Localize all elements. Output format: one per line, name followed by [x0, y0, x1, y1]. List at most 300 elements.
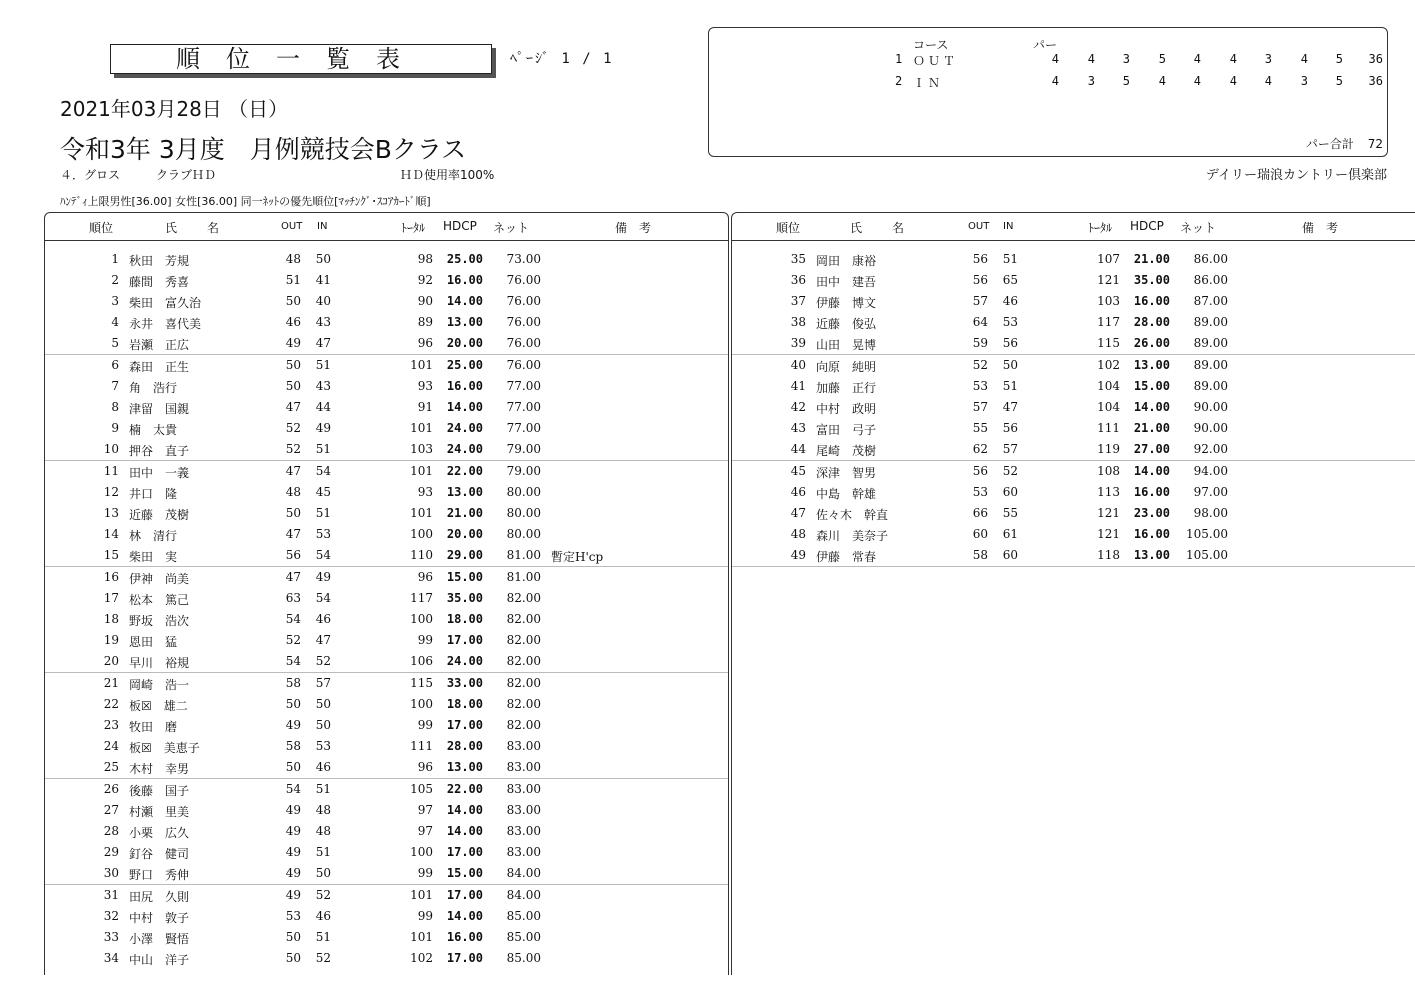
- cell-hdcp: 33.00: [446, 676, 483, 690]
- cell-hdcp: 13.00: [446, 315, 483, 329]
- table-row: [45, 736, 728, 757]
- cell-net: 90.00: [1193, 400, 1228, 414]
- cell-in: 53: [1002, 315, 1018, 329]
- cell-hdcp: 13.00: [1133, 358, 1170, 372]
- cell-net: 83.00: [506, 845, 541, 859]
- cell-out: 63: [285, 591, 301, 605]
- cell-hdcp: 17.00: [446, 951, 483, 965]
- cell-net: 85.00: [506, 909, 541, 923]
- table-row: [45, 673, 728, 694]
- cell-rank: 21: [103, 676, 119, 690]
- table-row: [45, 376, 728, 397]
- cell-in: 57: [315, 676, 331, 690]
- par-course-header: コース: [913, 38, 949, 52]
- cell-out: 50: [285, 358, 301, 372]
- cell-net: 86.00: [1193, 273, 1228, 287]
- cell-total: 101: [410, 506, 433, 520]
- cell-rank: 34: [103, 951, 119, 965]
- cell-total: 97: [417, 824, 433, 838]
- cell-total: 106: [410, 654, 433, 668]
- cell-total: 93: [417, 379, 433, 393]
- table-row: [45, 906, 728, 927]
- cell-in: 65: [1002, 273, 1018, 287]
- cell-out: 57: [972, 400, 988, 414]
- cell-net: 76.00: [506, 358, 541, 372]
- cell-name: 小栗 広久: [129, 826, 190, 840]
- cell-out: 64: [972, 315, 988, 329]
- cell-in: 51: [315, 506, 331, 520]
- cell-hdcp: 16.00: [446, 930, 483, 944]
- cell-rank: 37: [790, 294, 806, 308]
- cell-name: 中村 敦子: [129, 911, 190, 925]
- cell-name: 森田 正生: [129, 360, 190, 374]
- cell-net: 76.00: [506, 315, 541, 329]
- cell-rank: 16: [103, 570, 119, 584]
- cell-name: 田尻 久則: [129, 890, 190, 904]
- cell-in: 53: [315, 527, 331, 541]
- cell-rank: 38: [790, 315, 806, 329]
- cell-hdcp: 20.00: [446, 336, 483, 350]
- table-row: [45, 948, 728, 969]
- cell-out: 46: [285, 315, 301, 329]
- cell-net: 82.00: [506, 591, 541, 605]
- cell-out: 49: [285, 824, 301, 838]
- cell-rank: 27: [103, 803, 119, 817]
- cell-net: 82.00: [506, 697, 541, 711]
- cell-out: 59: [972, 336, 988, 350]
- cell-name: 牧田 磨: [129, 720, 178, 734]
- cell-hdcp: 14.00: [446, 803, 483, 817]
- cell-out: 52: [972, 358, 988, 372]
- table-row: [45, 800, 728, 821]
- cell-out: 58: [285, 739, 301, 753]
- cell-out: 49: [285, 718, 301, 732]
- cell-rank: 26: [103, 782, 119, 796]
- cell-net: 73.00: [506, 252, 541, 266]
- cell-name: 中島 幹雄: [816, 487, 877, 501]
- cell-hdcp: 21.00: [1133, 252, 1170, 266]
- cell-total: 96: [417, 336, 433, 350]
- cell-total: 102: [410, 951, 433, 965]
- cell-in: 52: [315, 654, 331, 668]
- cell-name: 林 清行: [129, 529, 178, 543]
- cell-net: 84.00: [506, 888, 541, 902]
- cell-net: 83.00: [506, 760, 541, 774]
- cell-in: 54: [315, 591, 331, 605]
- cell-rank: 1: [111, 252, 119, 266]
- cell-hdcp: 28.00: [1133, 315, 1170, 329]
- cell-rank: 24: [103, 739, 119, 753]
- cell-hdcp: 26.00: [1133, 336, 1170, 350]
- cell-total: 96: [417, 760, 433, 774]
- cell-in: 50: [315, 252, 331, 266]
- cell-name: 岡田 康裕: [816, 254, 877, 268]
- cell-hdcp: 22.00: [446, 464, 483, 478]
- par-total: [1306, 135, 1383, 152]
- cell-net: 89.00: [1193, 358, 1228, 372]
- cell-rank: 49: [790, 548, 806, 562]
- cell-in: 49: [315, 421, 331, 435]
- table-row: [732, 355, 1415, 376]
- cell-hdcp: 23.00: [1133, 506, 1170, 520]
- cell-out: 53: [972, 485, 988, 499]
- cell-name: 恩田 猛: [129, 635, 178, 649]
- cell-rank: 47: [790, 506, 806, 520]
- cell-in: 46: [1002, 294, 1018, 308]
- cell-net: 94.00: [1193, 464, 1228, 478]
- cell-total: 104: [1097, 379, 1120, 393]
- cell-in: 57: [1002, 442, 1018, 456]
- cell-hdcp: 17.00: [446, 633, 483, 647]
- cell-in: 52: [315, 951, 331, 965]
- cell-total: 93: [417, 485, 433, 499]
- cell-net: 97.00: [1193, 485, 1228, 499]
- table-header: 順位 氏 名 OUT IN ﾄｰﾀﾙ HDCP ネット 備 考: [732, 213, 1415, 241]
- cell-net: 83.00: [506, 803, 541, 817]
- cell-in: 49: [315, 570, 331, 584]
- table-row: [732, 439, 1415, 461]
- cell-name: 柴田 富久治: [129, 296, 202, 310]
- cell-in: 54: [315, 548, 331, 562]
- cell-net: 81.00: [506, 570, 541, 584]
- cell-name: 柴田 実: [129, 550, 178, 564]
- cell-name: 田中 一義: [129, 466, 190, 480]
- cell-out: 52: [285, 442, 301, 456]
- table-row: [732, 503, 1415, 524]
- cell-name: 板☒ 美恵子: [129, 741, 200, 755]
- cell-name: 野坂 浩次: [129, 614, 190, 628]
- cell-rank: 41: [790, 379, 806, 393]
- cell-name: 木村 幸男: [129, 762, 190, 776]
- cell-out: 54: [285, 782, 301, 796]
- cell-rank: 45: [790, 464, 806, 478]
- table-row: [45, 651, 728, 673]
- cell-out: 47: [285, 400, 301, 414]
- cell-total: 99: [417, 909, 433, 923]
- table-row: [732, 312, 1415, 333]
- table-row: [45, 461, 728, 482]
- cell-rank: 4: [111, 315, 119, 329]
- table-row: [45, 503, 728, 524]
- cell-total: 119: [1097, 442, 1120, 456]
- table-row: [45, 927, 728, 948]
- cell-net: 80.00: [506, 485, 541, 499]
- cell-out: 66: [972, 506, 988, 520]
- cell-rank: 12: [103, 485, 119, 499]
- table-row: [732, 333, 1415, 355]
- cell-rank: 29: [103, 845, 119, 859]
- cell-total: 101: [410, 930, 433, 944]
- cell-in: 43: [315, 379, 331, 393]
- cell-out: 60: [972, 527, 988, 541]
- cell-out: 49: [285, 888, 301, 902]
- cell-net: 105.00: [1186, 527, 1228, 541]
- cell-out: 50: [285, 760, 301, 774]
- cell-total: 100: [410, 612, 433, 626]
- cell-name: 佐々木 幹直: [816, 508, 889, 522]
- cell-in: 45: [315, 485, 331, 499]
- cell-in: 46: [315, 760, 331, 774]
- cell-name: 津留 国親: [129, 402, 190, 416]
- table-row: [45, 524, 728, 545]
- cell-total: 101: [410, 464, 433, 478]
- cell-hdcp: 16.00: [446, 273, 483, 287]
- cell-out: 48: [285, 485, 301, 499]
- table-row: [732, 461, 1415, 482]
- cell-name: 尾崎 茂樹: [816, 444, 877, 458]
- cell-net: 81.00: [506, 548, 541, 562]
- cell-out: 56: [972, 252, 988, 266]
- table-row: [732, 291, 1415, 312]
- cell-rank: 9: [111, 421, 119, 435]
- cell-total: 98: [417, 252, 433, 266]
- cell-out: 50: [285, 951, 301, 965]
- cell-in: 52: [1002, 464, 1018, 478]
- cell-hdcp: 14.00: [446, 824, 483, 838]
- cell-name: 伊神 尚美: [129, 572, 190, 586]
- cell-out: 52: [285, 421, 301, 435]
- cell-total: 100: [410, 845, 433, 859]
- cell-out: 49: [285, 803, 301, 817]
- cell-in: 47: [1002, 400, 1018, 414]
- cell-name: 近藤 俊弘: [816, 317, 877, 331]
- cell-total: 90: [417, 294, 433, 308]
- cell-rank: 35: [790, 252, 806, 266]
- cell-rank: 40: [790, 358, 806, 372]
- cell-name: 加藤 正行: [816, 381, 877, 395]
- table-row: [45, 885, 728, 906]
- cell-rank: 3: [111, 294, 119, 308]
- cell-out: 48: [285, 252, 301, 266]
- cell-in: 56: [1002, 421, 1018, 435]
- cell-name: 永井 喜代美: [129, 317, 202, 331]
- cell-rank: 19: [103, 633, 119, 647]
- cell-hdcp: 22.00: [446, 782, 483, 796]
- cell-hdcp: 14.00: [1133, 464, 1170, 478]
- cell-total: 96: [417, 570, 433, 584]
- cell-hdcp: 17.00: [446, 718, 483, 732]
- cell-in: 51: [315, 930, 331, 944]
- cell-out: 52: [285, 633, 301, 647]
- cell-in: 51: [315, 782, 331, 796]
- cell-rank: 48: [790, 527, 806, 541]
- cell-net: 76.00: [506, 336, 541, 350]
- cell-net: 82.00: [506, 718, 541, 732]
- cell-rank: 14: [103, 527, 119, 541]
- cell-net: 83.00: [506, 739, 541, 753]
- handicap-note: ﾊﾝﾃﾞｨ上限男性[36.00] 女性[36.00] 同一ﾈｯﾄの優先順位[ﾏｯﾁﾝｸﾞ･ｽｺｱｶｰﾄﾞ順]: [60, 195, 431, 208]
- table-row: [45, 863, 728, 885]
- par-header: パー: [1033, 38, 1058, 52]
- cell-out: 57: [972, 294, 988, 308]
- cell-total: 103: [1097, 294, 1120, 308]
- cell-hdcp: 17.00: [446, 888, 483, 902]
- par-row-out: 1 ＯＵＴ 4 4 3 5 4 4 3 4 5 36: [895, 52, 1383, 68]
- cell-rank: 39: [790, 336, 806, 350]
- cell-net: 76.00: [506, 294, 541, 308]
- table-row: [45, 567, 728, 588]
- table-row: [45, 418, 728, 439]
- cell-hdcp: 18.00: [446, 697, 483, 711]
- cell-in: 41: [315, 273, 331, 287]
- cell-net: 87.00: [1193, 294, 1228, 308]
- table-row: [45, 312, 728, 333]
- cell-hdcp: 21.00: [446, 506, 483, 520]
- cell-hdcp: 17.00: [446, 845, 483, 859]
- table-row: [45, 439, 728, 461]
- cell-in: 55: [1002, 506, 1018, 520]
- cell-out: 47: [285, 527, 301, 541]
- cell-out: 62: [972, 442, 988, 456]
- cell-net: 98.00: [1193, 506, 1228, 520]
- cell-hdcp: 14.00: [446, 294, 483, 308]
- cell-rank: 15: [103, 548, 119, 562]
- cell-hdcp: 28.00: [446, 739, 483, 753]
- table-row: [45, 779, 728, 800]
- table-row: [45, 249, 728, 270]
- cell-in: 47: [315, 336, 331, 350]
- cell-name: 松本 篤己: [129, 593, 190, 607]
- cell-total: 99: [417, 633, 433, 647]
- cell-net: 90.00: [1193, 421, 1228, 435]
- cell-net: 92.00: [1193, 442, 1228, 456]
- cell-hdcp: 20.00: [446, 527, 483, 541]
- cell-hdcp: 16.00: [1133, 527, 1170, 541]
- cell-hdcp: 35.00: [446, 591, 483, 605]
- cell-hdcp: 16.00: [1133, 485, 1170, 499]
- cell-out: 49: [285, 866, 301, 880]
- cell-in: 46: [315, 612, 331, 626]
- cell-total: 92: [417, 273, 433, 287]
- cell-name: 角 浩行: [129, 381, 178, 395]
- cell-rank: 42: [790, 400, 806, 414]
- cell-in: 56: [1002, 336, 1018, 350]
- table-row: [732, 249, 1415, 270]
- cell-hdcp: 15.00: [446, 570, 483, 584]
- table-row: [45, 630, 728, 651]
- cell-name: 中村 政明: [816, 402, 877, 416]
- cell-hdcp: 14.00: [446, 909, 483, 923]
- cell-out: 53: [972, 379, 988, 393]
- cell-name: 田中 建吾: [816, 275, 877, 289]
- table-row: [732, 397, 1415, 418]
- cell-in: 40: [315, 294, 331, 308]
- cell-net: 77.00: [506, 400, 541, 414]
- cell-total: 121: [1097, 527, 1120, 541]
- cell-name: 早川 裕規: [129, 656, 190, 670]
- event-name: 令和3年 3月度 月例競技会Bクラス: [60, 135, 467, 164]
- cell-total: 100: [410, 527, 433, 541]
- cell-hdcp: 24.00: [446, 421, 483, 435]
- cell-hdcp: 35.00: [1133, 273, 1170, 287]
- table-row: [45, 397, 728, 418]
- cell-hdcp: 24.00: [446, 442, 483, 456]
- table-row: [732, 524, 1415, 545]
- cell-net: 76.00: [506, 273, 541, 287]
- cell-in: 44: [315, 400, 331, 414]
- cell-rank: 43: [790, 421, 806, 435]
- table-row: [45, 757, 728, 779]
- table-row: [45, 545, 728, 567]
- cell-rank: 10: [103, 442, 119, 456]
- cell-net: 83.00: [506, 782, 541, 796]
- cell-total: 104: [1097, 400, 1120, 414]
- cell-name: 井口 隆: [129, 487, 178, 501]
- cell-in: 50: [315, 866, 331, 880]
- cell-name: 岡崎 浩一: [129, 678, 190, 692]
- cell-in: 51: [1002, 379, 1018, 393]
- cell-name: 富田 弓子: [816, 423, 877, 437]
- cell-out: 47: [285, 464, 301, 478]
- cell-total: 101: [410, 421, 433, 435]
- cell-in: 53: [315, 739, 331, 753]
- cell-name: 後藤 国子: [129, 784, 190, 798]
- cell-name: 楠 太貴: [129, 423, 178, 437]
- cell-hdcp: 14.00: [446, 400, 483, 414]
- cell-out: 50: [285, 506, 301, 520]
- cell-total: 107: [1097, 252, 1120, 266]
- cell-remark: 暫定H'cp: [551, 550, 604, 564]
- cell-net: 82.00: [506, 676, 541, 690]
- table-row: [45, 588, 728, 609]
- cell-in: 46: [315, 909, 331, 923]
- cell-hdcp: 29.00: [446, 548, 483, 562]
- sort-order: ４．グロス クラブＨＤ: [60, 168, 217, 182]
- cell-out: 56: [972, 464, 988, 478]
- cell-in: 60: [1002, 548, 1018, 562]
- cell-hdcp: 24.00: [446, 654, 483, 668]
- cell-total: 117: [410, 591, 433, 605]
- cell-hdcp: 25.00: [446, 252, 483, 266]
- cell-out: 51: [285, 273, 301, 287]
- cell-net: 82.00: [506, 612, 541, 626]
- cell-in: 54: [315, 464, 331, 478]
- cell-total: 101: [410, 888, 433, 902]
- cell-in: 52: [315, 888, 331, 902]
- cell-hdcp: 15.00: [1133, 379, 1170, 393]
- cell-rank: 31: [103, 888, 119, 902]
- cell-total: 103: [410, 442, 433, 456]
- cell-total: 117: [1097, 315, 1120, 329]
- cell-rank: 28: [103, 824, 119, 838]
- cell-hdcp: 18.00: [446, 612, 483, 626]
- cell-out: 53: [285, 909, 301, 923]
- cell-name: 秋田 芳規: [129, 254, 190, 268]
- cell-name: 板☒ 雄二: [129, 699, 188, 713]
- cell-net: 105.00: [1186, 548, 1228, 562]
- cell-in: 48: [315, 824, 331, 838]
- cell-rank: 22: [103, 697, 119, 711]
- cell-net: 85.00: [506, 951, 541, 965]
- cell-name: 村瀬 里美: [129, 805, 190, 819]
- cell-out: 58: [285, 676, 301, 690]
- cell-rank: 2: [111, 273, 119, 287]
- cell-in: 50: [315, 718, 331, 732]
- cell-name: 釘谷 健司: [129, 847, 190, 861]
- cell-out: 50: [285, 697, 301, 711]
- cell-net: 79.00: [506, 442, 541, 456]
- cell-total: 115: [1097, 336, 1120, 350]
- cell-rank: 33: [103, 930, 119, 944]
- par-total-label: パー合計: [1305, 137, 1354, 151]
- cell-rank: 17: [103, 591, 119, 605]
- cell-rank: 25: [103, 760, 119, 774]
- cell-net: 84.00: [506, 866, 541, 880]
- cell-in: 51: [1002, 252, 1018, 266]
- cell-name: 伊藤 常春: [816, 550, 877, 564]
- cell-out: 55: [972, 421, 988, 435]
- cell-rank: 11: [103, 464, 119, 478]
